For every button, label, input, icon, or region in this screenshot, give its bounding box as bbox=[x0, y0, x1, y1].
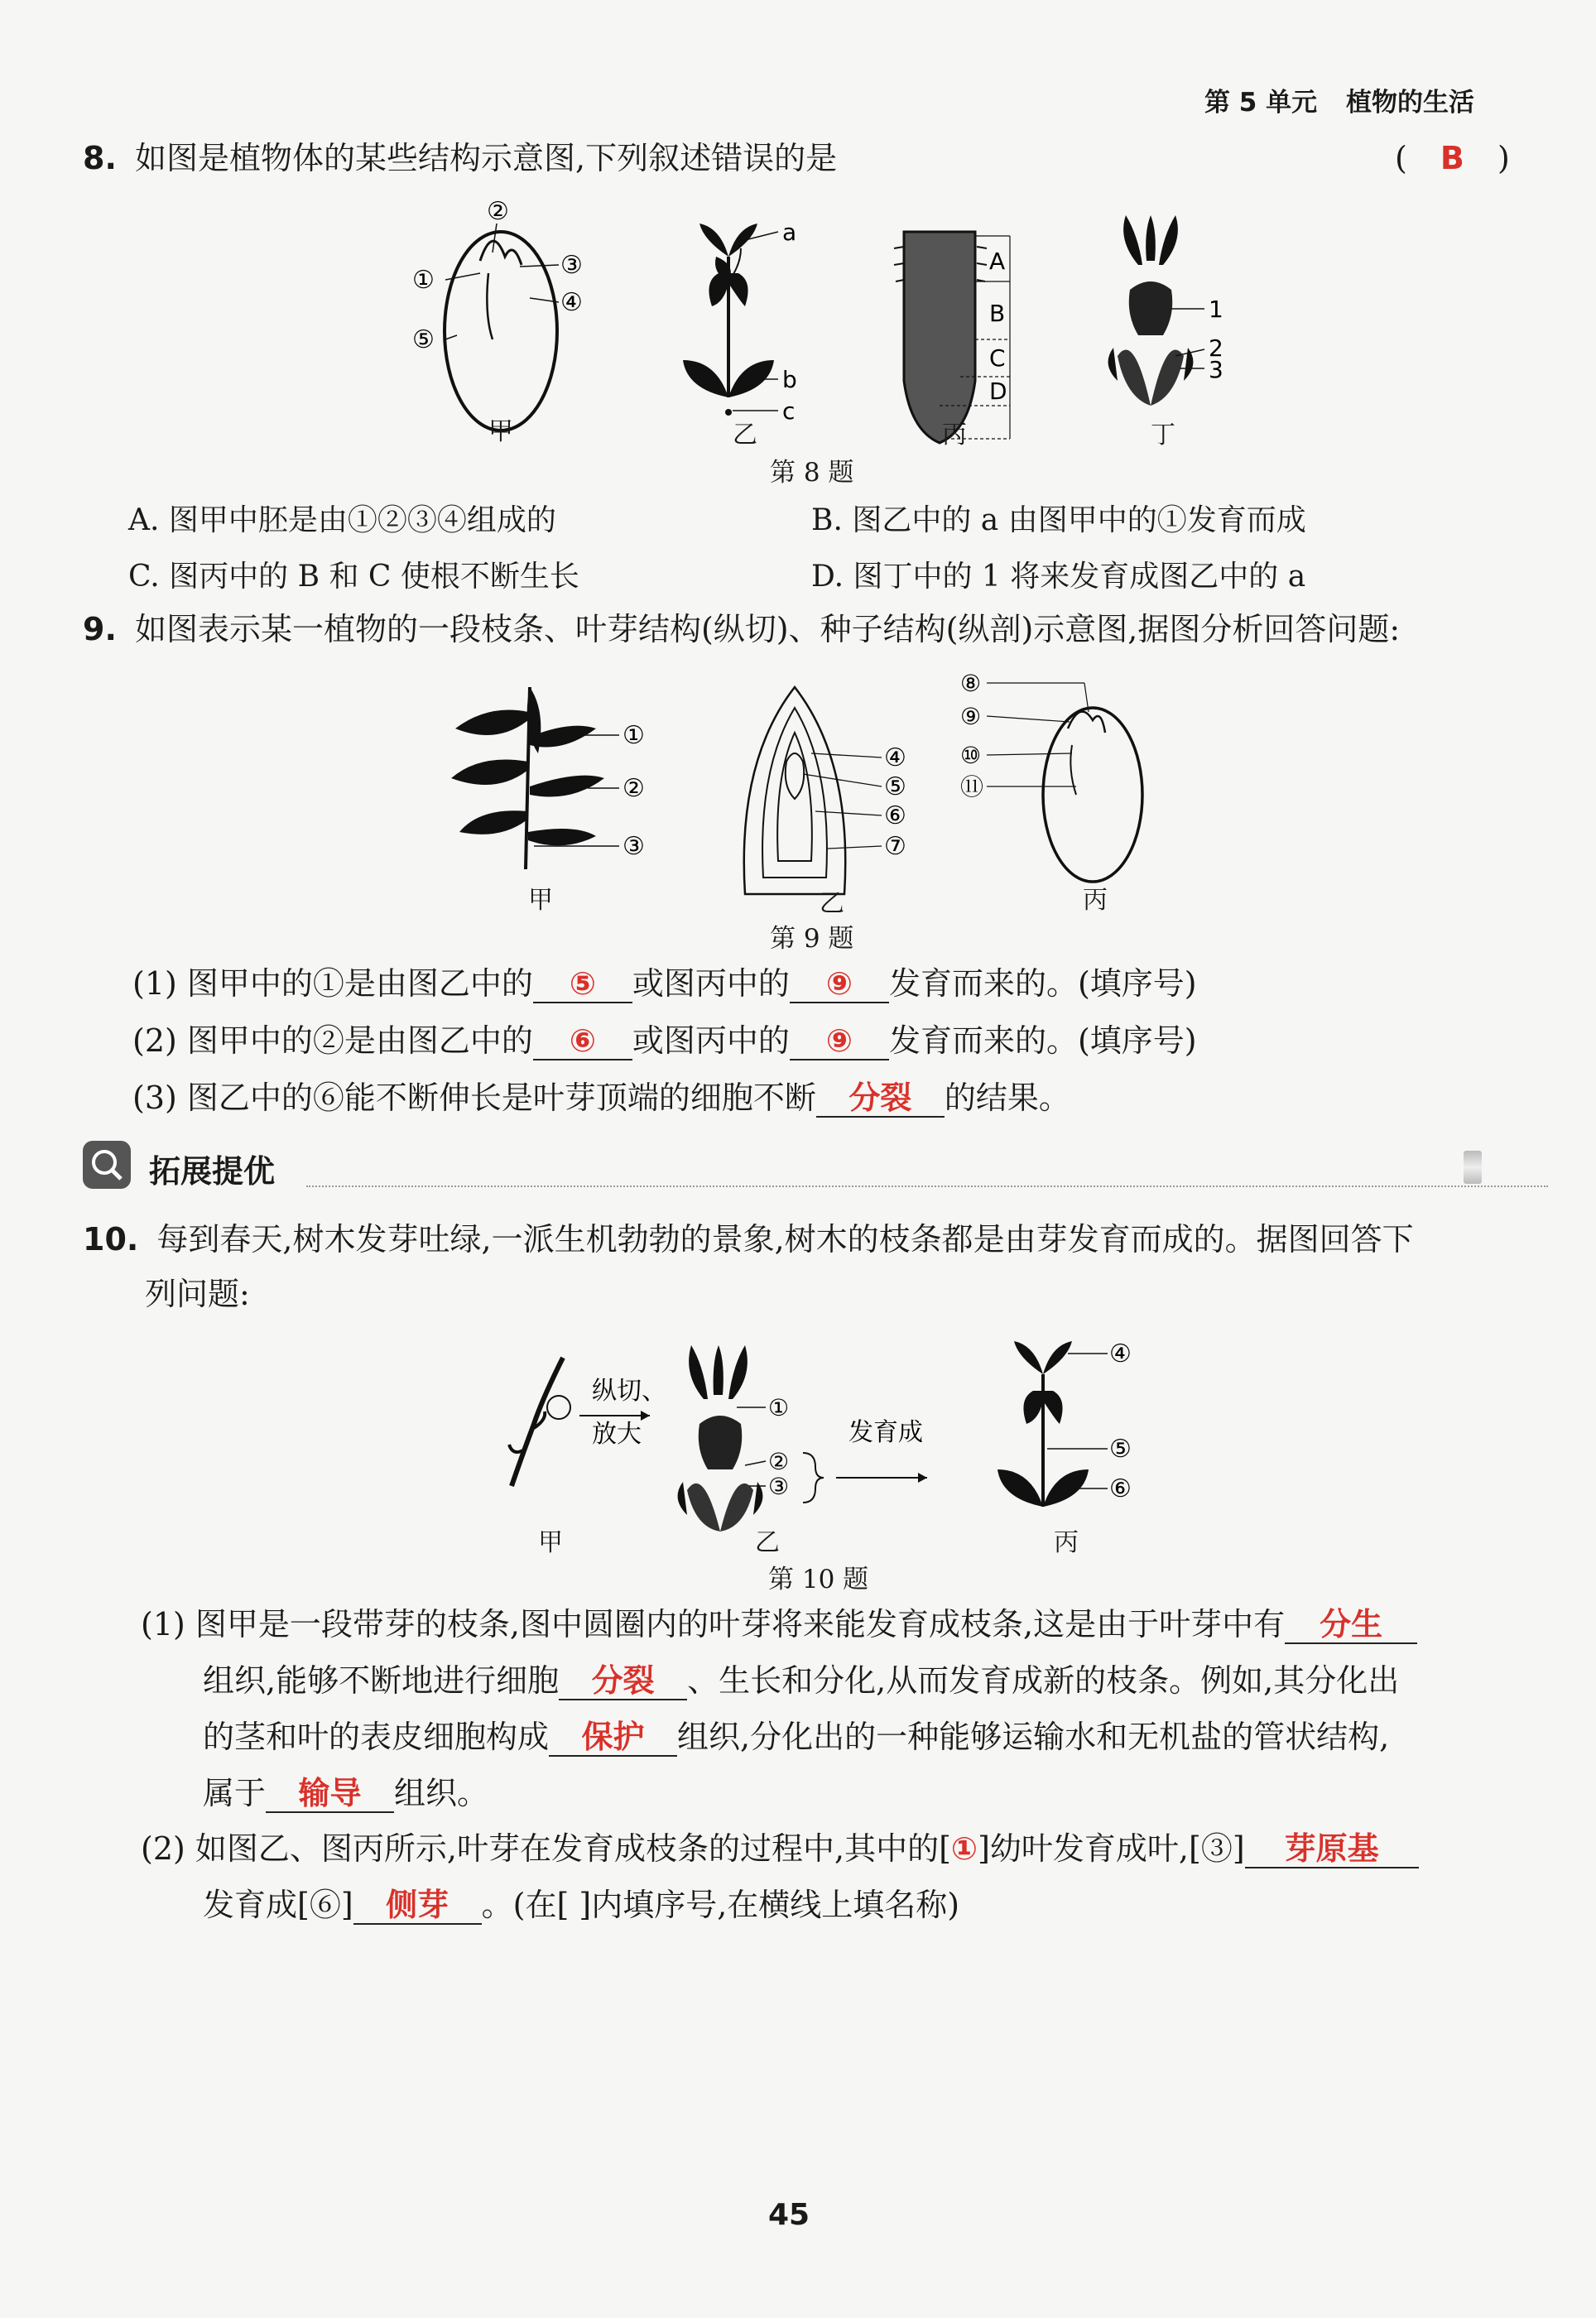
bud-label-3: 3 bbox=[1209, 356, 1223, 383]
plant-label-a: a bbox=[782, 219, 797, 246]
seed-label-10: ⑩ bbox=[960, 742, 982, 769]
seed-label-5: ⑤ bbox=[412, 325, 435, 354]
bud-section-diagram bbox=[678, 1345, 790, 1532]
q9-sub2-blank1: ⑥ bbox=[533, 1022, 632, 1060]
unit-title: 植物的生活 bbox=[1345, 88, 1474, 118]
q10-p1-line3: 的茎和叶的表皮细胞构成 保护 组织,分化出的一种能够运输水和无机盐的管状结构, bbox=[203, 1719, 1390, 1755]
plant-label-c: c bbox=[782, 397, 796, 425]
branch-label-3: ③ bbox=[623, 832, 645, 861]
q10-p1-line4: 属于 输导 组织。 bbox=[203, 1775, 489, 1811]
question-number: 10. bbox=[83, 1221, 139, 1258]
q9-sub3-blank: 分裂 bbox=[816, 1080, 945, 1118]
section-header bbox=[83, 1141, 1490, 1190]
leaf-bud-section bbox=[744, 687, 906, 894]
question-number: 8. bbox=[83, 140, 117, 176]
fig10-name-yi: 乙 bbox=[755, 1528, 780, 1557]
bud-label-7: ⑦ bbox=[884, 832, 906, 861]
question-text: 如图表示某一植物的一段枝条、叶芽结构(纵切)、种子结构(纵剖)示意图,据图分析回答问题: bbox=[134, 611, 1401, 647]
root-tip-diagram bbox=[894, 232, 1010, 443]
running-header bbox=[1204, 81, 1474, 118]
plant10-label-5: ⑤ bbox=[1109, 1435, 1132, 1464]
bud10-label-3: ③ bbox=[768, 1473, 790, 1500]
section-rule bbox=[306, 1185, 1548, 1187]
bud-label-6: ⑥ bbox=[884, 801, 906, 830]
branch-label-2: ② bbox=[623, 774, 645, 803]
figure-8-caption: 第 8 题 bbox=[770, 458, 854, 488]
figure-10 bbox=[497, 1333, 1159, 1532]
question-text-line1: 每到春天,树木发芽吐绿,一派生机勃勃的景象,树木的枝条都是由芽发育而成的。据图回答下 bbox=[156, 1221, 1414, 1258]
fig9-name-yi: 乙 bbox=[820, 889, 844, 918]
section-title: 拓展提优 bbox=[149, 1153, 276, 1190]
fig10-name-bing: 丙 bbox=[1054, 1528, 1079, 1557]
fig8-name-yi: 乙 bbox=[733, 421, 757, 450]
q9-sub1: (1) 图甲中的①是由图乙中的 ⑤ 或图丙中的 ⑨ 发育而来的。(填序号) bbox=[132, 965, 1197, 1002]
branch-label-1: ① bbox=[623, 721, 645, 750]
seed-label-11: ⑪ bbox=[960, 773, 984, 801]
arrow-label-line2: 放大 bbox=[592, 1420, 642, 1449]
q10-blank-baohu: 保护 bbox=[549, 1719, 677, 1757]
question-10-stem bbox=[83, 1219, 1414, 1260]
plant10-diagram bbox=[997, 1339, 1132, 1507]
page-number: 45 bbox=[768, 2198, 810, 2232]
q9-sub2: (2) 图甲中的②是由图乙中的 ⑥ 或图丙中的 ⑨ 发育而来的。(填序号) bbox=[132, 1022, 1197, 1059]
fig8-name-bing: 丙 bbox=[942, 421, 967, 450]
branch-diagram bbox=[451, 687, 645, 869]
root-label-A: A bbox=[989, 248, 1006, 275]
seed-diagram bbox=[412, 197, 583, 430]
unit-label: 第 5 单元 bbox=[1204, 88, 1318, 118]
bud10-label-2: ② bbox=[768, 1448, 790, 1475]
q9-sub2-blank2: ⑨ bbox=[790, 1022, 889, 1060]
bud-label-4: ④ bbox=[884, 743, 906, 772]
arrow2-label: 发育成 bbox=[848, 1418, 923, 1447]
plant10-label-6: ⑥ bbox=[1109, 1474, 1132, 1503]
seed-label-1: ① bbox=[412, 266, 435, 295]
arrow-label-line1: 纵切、 bbox=[592, 1377, 666, 1406]
root-label-D: D bbox=[989, 378, 1007, 405]
q10-p1-line2: 组织,能够不断地进行细胞 分裂 、生长和分化,从而发育成新的枝条。例如,其分化出 bbox=[203, 1662, 1400, 1699]
q10-blank-shudao: 输导 bbox=[266, 1775, 394, 1813]
bud-label-2: 2 bbox=[1209, 334, 1223, 362]
seed-label-8: ⑧ bbox=[960, 670, 982, 697]
q10-p1-line1: (1) 图甲是一段带芽的枝条,图中圆圈内的叶芽将来能发育成枝条,这是由于叶芽中有 分生 bbox=[141, 1604, 1417, 1645]
figure-8 bbox=[389, 190, 1258, 455]
figure-9-caption: 第 9 题 bbox=[770, 924, 854, 954]
question-10-stem-line2: 列问题: bbox=[145, 1276, 250, 1312]
q10-blank-fensheng: 分生 bbox=[1285, 1606, 1417, 1644]
choice-answer: B bbox=[1440, 140, 1464, 176]
q10-blank-fenlie: 分裂 bbox=[559, 1662, 687, 1700]
plant-diagram bbox=[683, 219, 797, 425]
bud-diagram bbox=[1108, 215, 1223, 406]
option-b: B. 图乙中的 a 由图甲中的①发育而成 bbox=[811, 503, 1306, 537]
magnifier-icon bbox=[83, 1141, 131, 1189]
fig9-name-bing: 丙 bbox=[1083, 886, 1108, 915]
bud10-label-1: ① bbox=[768, 1394, 790, 1421]
fig8-name-ding: 丁 bbox=[1151, 421, 1175, 450]
plant10-label-4: ④ bbox=[1109, 1339, 1132, 1368]
hourglass-icon bbox=[1464, 1151, 1482, 1184]
root-label-C: C bbox=[989, 344, 1006, 372]
q10-p2-line2: 发育成[⑥] 侧芽 。(在[ ]内填序号,在横线上填名称) bbox=[203, 1887, 960, 1923]
question-text: 如图是植物体的某些结构示意图,下列叙述错误的是 bbox=[134, 140, 838, 176]
bud-label-1: 1 bbox=[1209, 296, 1223, 323]
seed-label-4: ④ bbox=[560, 288, 583, 317]
seed-label-2: ② bbox=[487, 197, 509, 226]
fig10-name-jia: 甲 bbox=[538, 1528, 563, 1557]
plant-label-b: b bbox=[782, 366, 797, 393]
q10-blank-youye: ① bbox=[950, 1830, 978, 1867]
seed-section bbox=[960, 670, 1142, 882]
seed-label-9: ⑨ bbox=[960, 703, 982, 730]
q10-blank-ceya: 侧芽 bbox=[353, 1887, 482, 1925]
q10-blank-yayuanji: 芽原基 bbox=[1245, 1830, 1419, 1868]
answer-parentheses: ( B ) bbox=[1395, 140, 1510, 176]
q9-sub1-blank2: ⑨ bbox=[790, 965, 889, 1003]
q10-p2-line1: (2) 如图乙、图丙所示,叶芽在发育成枝条的过程中,其中的[①]幼叶发育成叶,[③] 芽原基 bbox=[141, 1828, 1419, 1869]
question-9-stem bbox=[83, 608, 1400, 650]
option-c: C. 图丙中的 B 和 C 使根不断生长 bbox=[128, 560, 579, 594]
question-8-stem bbox=[83, 137, 837, 179]
fig9-name-jia: 甲 bbox=[528, 886, 553, 915]
seed-label-3: ③ bbox=[560, 251, 583, 280]
twig-diagram bbox=[509, 1358, 570, 1486]
root-label-B: B bbox=[989, 300, 1006, 327]
option-d: D. 图丁中的 1 将来发育成图乙中的 a bbox=[811, 560, 1306, 594]
option-a: A. 图甲中胚是由①②③④组成的 bbox=[128, 503, 556, 537]
figure-10-caption: 第 10 题 bbox=[768, 1565, 869, 1594]
bud-label-5: ⑤ bbox=[884, 772, 906, 801]
q9-sub3: (3) 图乙中的⑥能不断伸长是叶芽顶端的细胞不断 分裂 的结果。 bbox=[132, 1080, 1070, 1116]
question-number: 9. bbox=[83, 611, 117, 647]
q9-sub1-blank1: ⑤ bbox=[533, 965, 632, 1003]
fig8-name-jia: 甲 bbox=[488, 417, 513, 446]
